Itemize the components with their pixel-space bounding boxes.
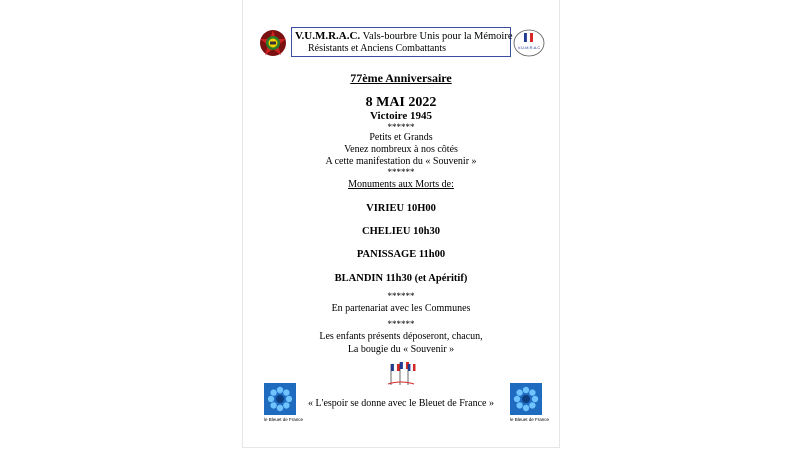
anniversary-title: 77ème Anniversaire [350,71,452,85]
header-acronym: V.U.M.R.A.C. [295,30,361,42]
separator-stars: ****** [387,319,415,329]
invite-line: A cette manifestation du « Souvenir » [325,156,477,167]
poster-page [242,0,560,448]
vumrac-logo-icon [513,29,545,57]
header-line-2: Résistants et Anciens Combattants [308,43,447,54]
invite-line: Venez nombreux à nos côtés [344,144,458,155]
header-line-1 [295,30,513,42]
children-line: La bougie du « Souvenir » [347,344,455,355]
partnership-text: En partenariat avec les Communes [331,303,471,314]
right-logo-text: V.U.M.R.A.C [517,45,541,50]
victoire-subtitle: Victoire 1945 [369,110,432,122]
header-title-box [291,27,511,57]
children-line: Les enfants présents déposeront, chacun, [319,331,483,342]
monuments-title: Monuments aux Morts de: [348,179,454,190]
invite-line: Petits et Grands [369,132,433,143]
event-date: 8 MAI 2022 [365,95,437,110]
place-blandin: BLANDIN 11h30 (et Apéritif) [334,273,468,284]
bleuet-quote: « L'espoir se donne avec le Bleuet de France » [308,398,494,409]
place-panissage: PANISSAGE 11h00 [356,249,446,260]
place-virieu: VIRIEU 10H00 [366,203,436,214]
bleuet-caption: le Bleuet de France [264,417,304,422]
separator-stars: ****** [387,291,415,301]
association-emblem-icon [259,29,287,57]
separator-stars: ****** [387,122,415,132]
separator-stars: ****** [387,167,415,177]
place-chelieu: CHELIEU 10h30 [362,226,440,237]
header-line-1-text: Vals-bourbre Unis pour la Mémoire [362,31,513,42]
french-flags-icon [386,360,416,386]
bleuet-flower-icon [510,383,542,415]
bleuet-caption: le Bleuet de France [510,417,550,422]
